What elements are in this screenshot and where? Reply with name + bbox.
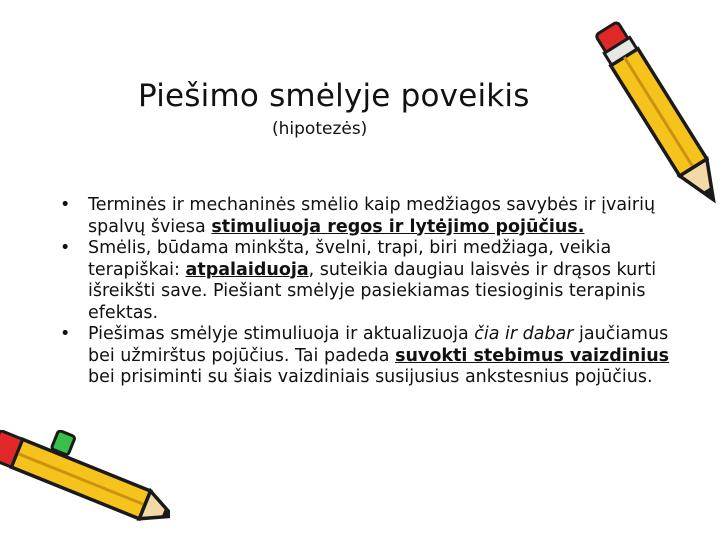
pencil-icon (590, 0, 720, 220)
list-item (60, 324, 670, 389)
bullet-icon: • (60, 324, 71, 344)
page-subtitle: (hipotezės) (272, 119, 368, 139)
bullet-text: Terminės ir mechaninės smėlio kaip medžiagos savybės ir įvairių spalvų šviesa (88, 195, 656, 237)
page-title: Piešimo smėlyje poveikis (138, 78, 530, 114)
bullet-icon: • (60, 238, 71, 258)
bullet-text: Piešimas smėlyje stimuliuoja ir aktualizuoja (88, 324, 475, 344)
list-item (60, 195, 670, 238)
bullet-text: Smėlis, būdama minkšta, švelni, trapi, biri medžiaga, veikia terapiškai: (88, 238, 612, 280)
bullet-text: jaučiamus bei užmirštus pojūčius. Tai padeda (88, 324, 669, 366)
bullet-emphasis: stimuliuoja regos ir lytėjimo pojūčius. (211, 216, 585, 237)
bullet-list (60, 195, 670, 389)
bullet-text: bei prisiminti su šiais vaizdiniais susijusius ankstesnius pojūčius. (88, 367, 653, 387)
bullet-text: , suteikia daugiau laisvės ir drąsos kurti išreikšti save. Piešiant smėlyje pasiekiamas tiesioginis terapinis efektas. (88, 259, 657, 323)
bullet-emphasis: suvokti stebimus vaizdinius (395, 345, 670, 366)
bullet-italic: čia ir dabar (474, 324, 574, 344)
bullet-icon: • (60, 195, 71, 215)
bullet-emphasis: atpalaiduoja (185, 259, 309, 280)
list-item (60, 238, 670, 324)
pencil-bottom-left (0, 430, 170, 530)
pencil-icon (0, 430, 170, 540)
pencil-top-right (593, 20, 720, 208)
